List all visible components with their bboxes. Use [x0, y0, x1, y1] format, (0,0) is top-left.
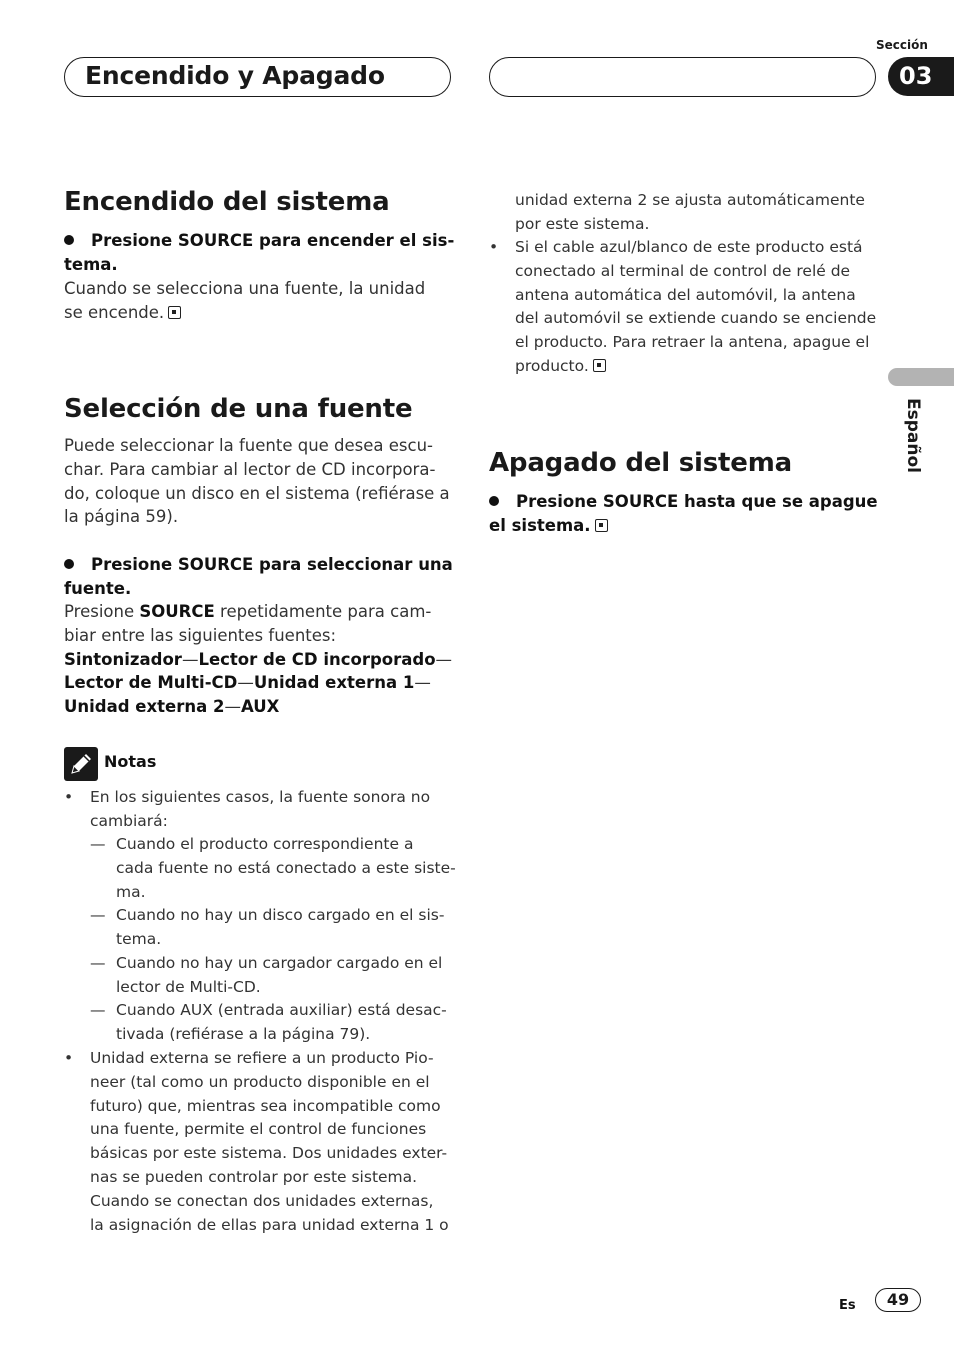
note-1-case-3: Cuando no hay un cargador cargado en el lector de Multi-CD.	[116, 954, 443, 996]
dash-icon: —	[90, 954, 106, 972]
footer-language: Es	[839, 1298, 856, 1313]
heading-apagado: Apagado del sistema	[489, 448, 792, 478]
instruction-apagar: Presione SOURCE hasta que se apague el sistema.	[489, 492, 878, 535]
note-2: Unidad externa se refiere a un producto Pio- neer (tal como un producto disponible en el futuro) que, mientras sea incompatible como una fuente, permite el control de funciones básicas por este sistema. Dos unidades exter- nas se pueden controlar por este sistema. Cuando se conectan dos unidades externas, la asignación de ellas para unidad externa 1 o	[90, 1049, 449, 1234]
bullet-dot-icon	[64, 559, 74, 569]
bullet-dot-icon	[489, 496, 499, 506]
heading-encendido: Encendido del sistema	[64, 187, 390, 217]
bullet-icon: •	[64, 1049, 74, 1067]
header-empty-pill	[489, 57, 876, 97]
end-of-section-icon	[595, 519, 608, 532]
dash-icon: —	[90, 906, 106, 924]
bullet-icon: •	[489, 238, 499, 256]
language-tab-bar	[888, 368, 954, 386]
note-2-continued: unidad externa 2 se ajusta automáticamente por este sistema.	[515, 191, 865, 233]
heading-seleccion: Selección de una fuente	[64, 394, 413, 424]
bullet-icon: •	[64, 788, 74, 806]
note-1-case-2: Cuando no hay un disco cargado en el sis- tema.	[116, 906, 445, 948]
end-of-section-icon	[593, 359, 606, 372]
instruction-seleccionar: Presione SOURCE para seleccionar una fuente.	[64, 555, 453, 598]
dash-icon: —	[90, 835, 106, 853]
pencil-note-icon	[64, 747, 98, 781]
paragraph-encender: Cuando se selecciona una fuente, la unidad se encende.	[64, 279, 426, 322]
section-number-badge: 03	[888, 57, 954, 96]
end-of-section-icon	[168, 306, 181, 319]
page-number: 49	[875, 1288, 921, 1312]
page-header-title: Encendido y Apagado	[85, 61, 385, 90]
dash-icon: —	[90, 1001, 106, 1019]
paragraph-fuentes: Presione SOURCE repetidamente para cam- biar entre las siguientes fuentes: Sintonizador—Lector de CD incorporado— Lector de Multi-CD—Unidad externa 1— Unidad externa 2—AUX	[64, 602, 453, 717]
paragraph-seleccion: Puede seleccionar la fuente que desea escu- char. Para cambiar al lector de CD incorpora- do, coloque un disco en el sistema (refiérase a la página 59).	[64, 436, 450, 527]
note-1-case-1: Cuando el producto correspondiente a cada fuente no está conectado a este siste- ma.	[116, 835, 456, 901]
note-1-case-4: Cuando AUX (entrada auxiliar) está desac- tivada (refiérase a la página 79).	[116, 1001, 447, 1043]
section-label: Sección	[876, 38, 928, 52]
header-title-pill	[64, 57, 451, 97]
bullet-dot-icon	[64, 235, 74, 245]
note-3: Si el cable azul/blanco de este producto está conectado al terminal de control de relé de antena automática del automóvil, la antena del automóvil se extiende cuando se enciende el producto. Para retraer la antena, apague el producto.	[515, 238, 877, 375]
note-1: En los siguientes casos, la fuente sonora no cambiará:	[90, 788, 431, 830]
notes-title: Notas	[104, 752, 157, 771]
language-tab-label: Español	[903, 398, 923, 473]
instruction-encender: Presione SOURCE para encender el sis- tema.	[64, 231, 455, 274]
